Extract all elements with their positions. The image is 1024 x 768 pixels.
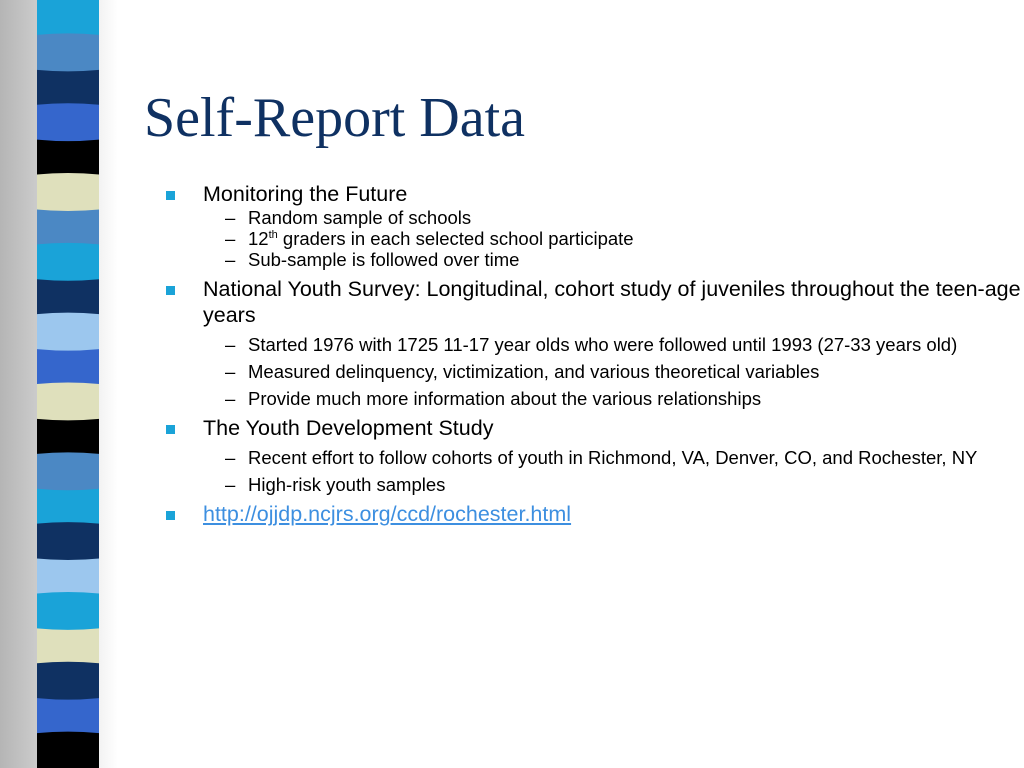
sub-bullet-text: Random sample of schools (248, 207, 472, 228)
stripe-band-21 (37, 732, 99, 768)
dash-bullet-icon: – (225, 447, 236, 468)
bullet-text: Monitoring the Future (203, 182, 408, 206)
sub-bullet-recent-effort (163, 447, 1023, 468)
stripe-band-14 (37, 489, 99, 524)
sub-bullet-text: Sub-sample is followed over time (248, 249, 520, 270)
decorative-stripe (37, 0, 99, 768)
square-bullet-icon (166, 511, 175, 520)
sub-bullet-text: Measured delinquency, victimization, and various theoretical variables (248, 361, 820, 382)
stripe-band-15 (37, 522, 99, 560)
sub-bullet-text: Recent effort to follow cohorts of youth in Richmond, VA, Denver, CO, and Rochester, NY (248, 447, 978, 468)
stripe-band-4 (37, 140, 99, 175)
dash-bullet-icon: – (225, 361, 236, 382)
sub-bullet-text-rest: graders in each selected school participate (277, 228, 634, 249)
stripe-band-9 (37, 313, 99, 351)
stripe-band-6 (37, 209, 99, 244)
stripe-band-20 (37, 698, 99, 733)
bullet-text: National Youth Survey: Longitudinal, cohort study of juveniles throughout the teen-age years (203, 277, 1021, 327)
stripe-band-2 (37, 70, 99, 105)
stripe-band-3 (37, 103, 99, 141)
sub-bullet-measured-delinquency (163, 361, 1023, 382)
dash-bullet-icon: – (225, 334, 236, 355)
dash-bullet-icon: – (225, 249, 236, 270)
stripe-band-13 (37, 452, 99, 490)
sub-bullet-text: High-risk youth samples (248, 474, 446, 495)
sub-bullet-sub-sample (163, 249, 1023, 270)
stripe-band-12 (37, 419, 99, 454)
stripe-band-11 (37, 383, 99, 421)
dash-bullet-icon: – (225, 388, 236, 409)
bullet-monitoring-the-future (163, 181, 1023, 207)
square-bullet-icon (166, 191, 175, 200)
bullet-national-youth-survey (163, 276, 1023, 328)
stripe-band-10 (37, 349, 99, 384)
sub-bullet-12th-graders (163, 228, 1023, 249)
square-bullet-icon (166, 425, 175, 434)
stripe-band-19 (37, 662, 99, 700)
bullet-list (163, 181, 1023, 527)
dash-bullet-icon: – (225, 207, 236, 228)
stripe-band-8 (37, 279, 99, 314)
sub-bullet-text: Provide much more information about the various relationships (248, 388, 762, 409)
slide-title: Self-Report Data (144, 87, 525, 149)
stripe-band-18 (37, 628, 99, 663)
stripe-band-5 (37, 173, 99, 211)
stripe-band-16 (37, 559, 99, 594)
sub-bullet-provide-information (163, 388, 1023, 409)
sub-bullet-random-sample (163, 207, 1023, 228)
stripe-band-7 (37, 243, 99, 281)
square-bullet-icon (166, 286, 175, 295)
stripe-band-17 (37, 592, 99, 630)
bullet-youth-development-study (163, 415, 1023, 441)
sub-bullet-text: Started 1976 with 1725 11-17 year olds who were followed until 1993 (27-33 years old) (248, 334, 958, 355)
dash-bullet-icon: – (225, 474, 236, 495)
dash-bullet-icon: – (225, 228, 236, 249)
rochester-link[interactable]: http://ojjdp.ncjrs.org/ccd/rochester.html (203, 502, 572, 526)
stripe-band-0 (37, 0, 99, 35)
ordinal-superscript: th (268, 229, 278, 241)
bullet-text: The Youth Development Study (203, 416, 494, 440)
stripe-band-1 (37, 33, 99, 71)
sub-bullet-started-1976 (163, 334, 1023, 355)
bullet-link (163, 501, 1023, 527)
stripe-graphic (37, 0, 99, 768)
sub-bullet-high-risk-youth (163, 474, 1023, 495)
sub-bullet-text-number: 12 (248, 228, 269, 249)
